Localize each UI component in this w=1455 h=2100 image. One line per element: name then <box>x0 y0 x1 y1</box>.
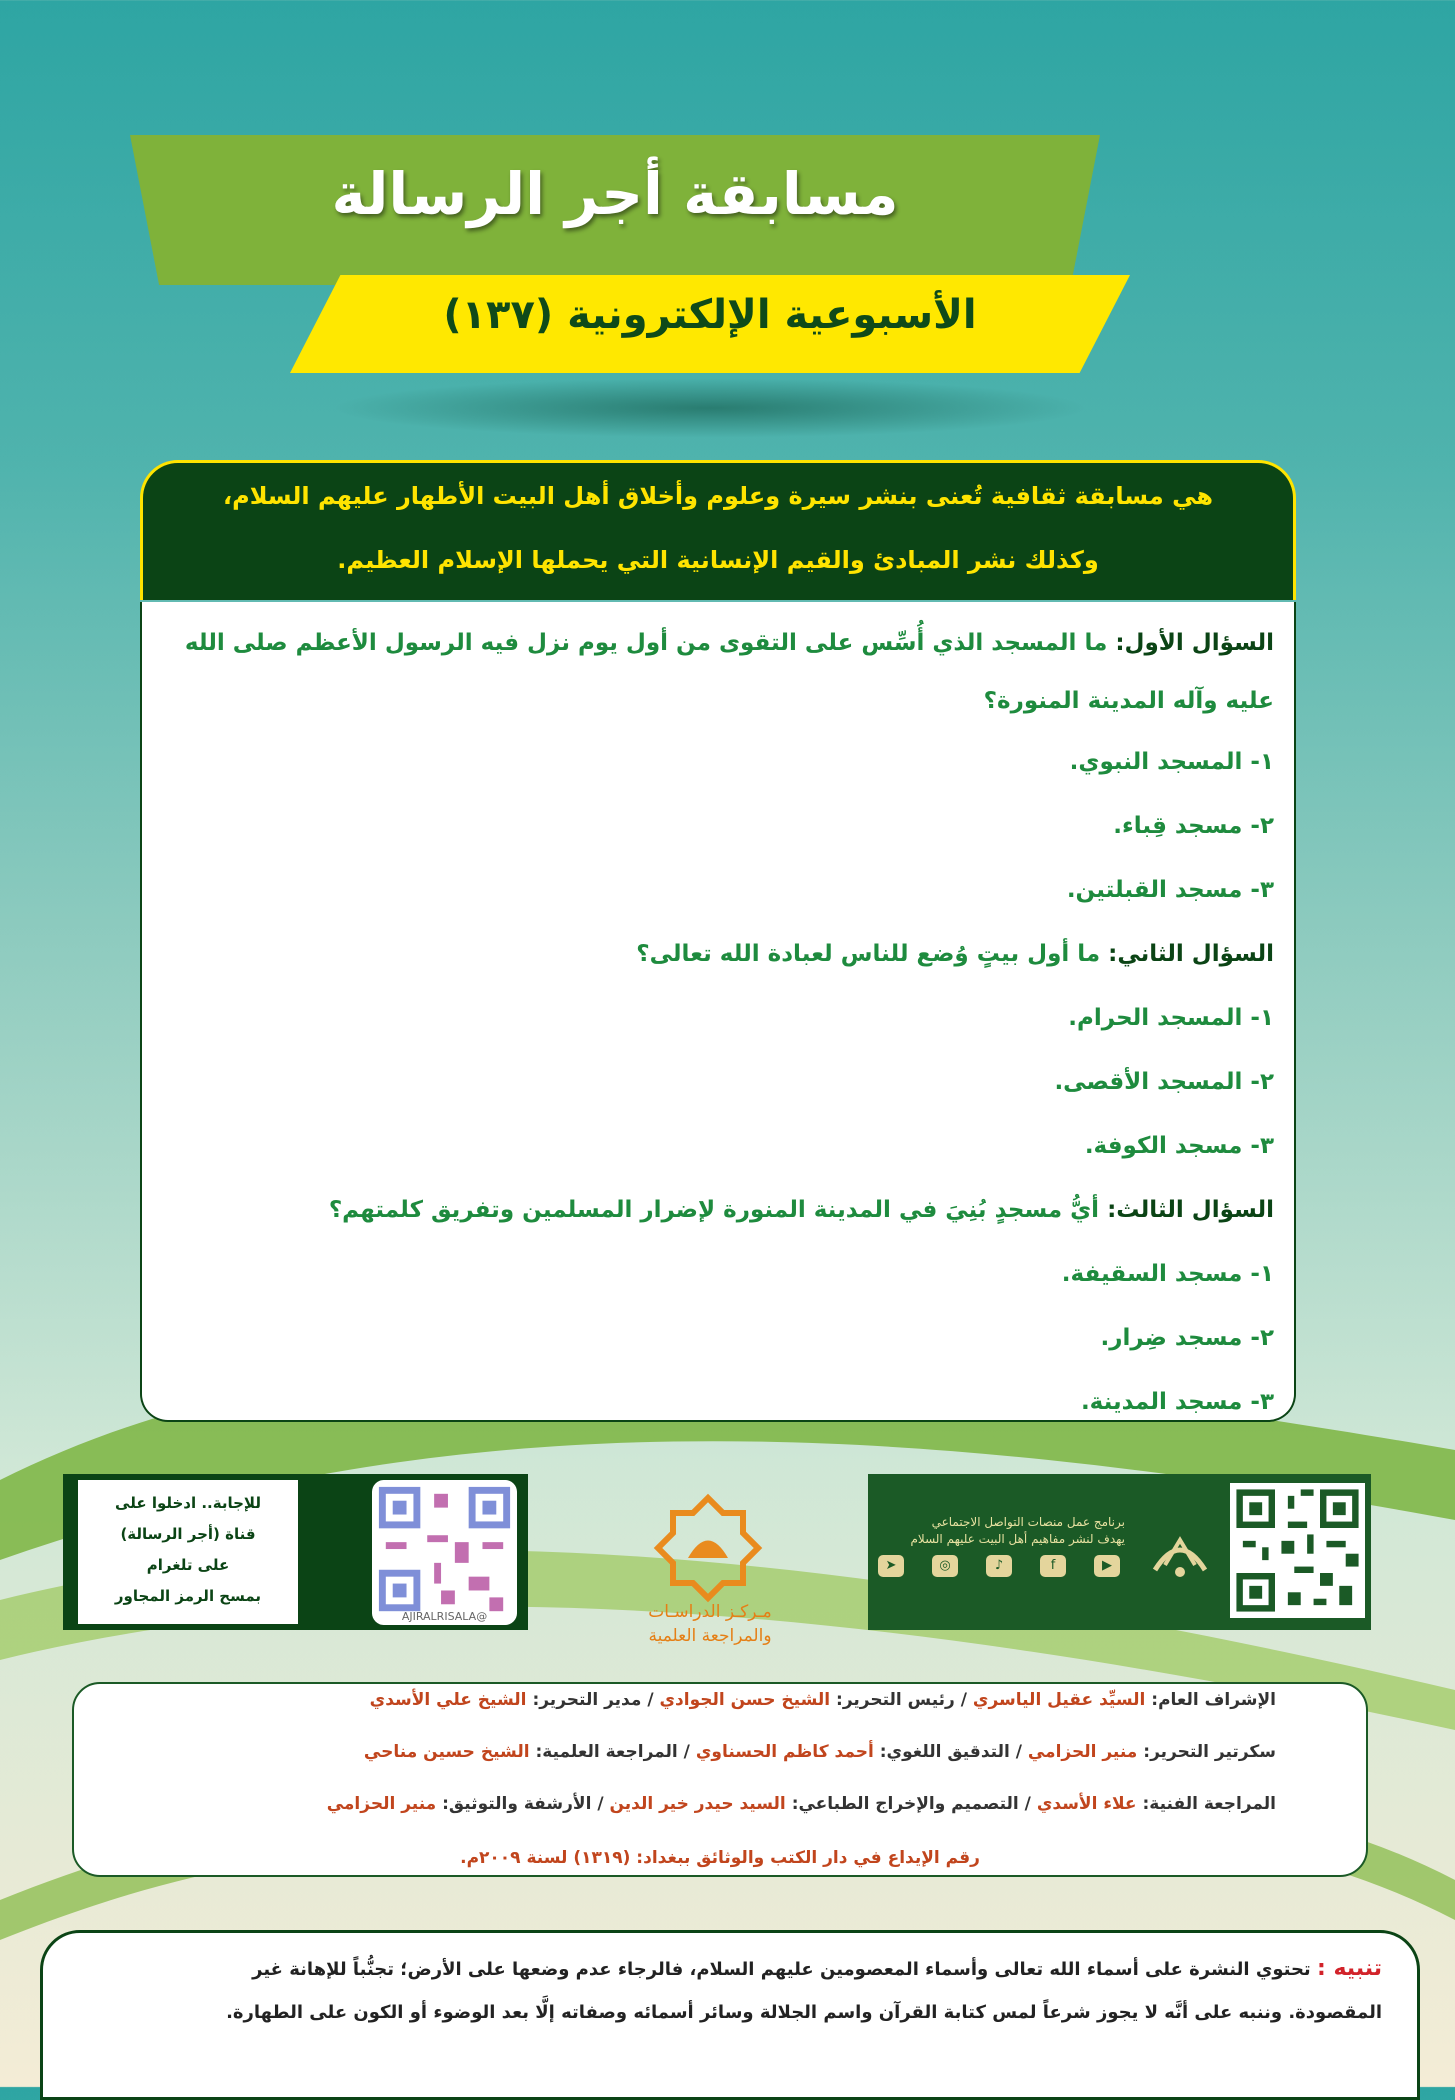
credit-key: الأرشفة والتوثيق: <box>442 1794 592 1814</box>
question-3 <box>162 1178 1274 1242</box>
telegram-icon[interactable]: ➤ <box>878 1555 904 1577</box>
warning-text-1: تحتوي النشرة على أسماء الله تعالى وأسماء المعصومين عليهم السلام، فالرجاء عدم وضعها على الأرض؛ تجنُّباً للإهانة غير <box>252 1959 1311 1980</box>
intro-line-2: وكذلك نشر المبادئ والقيم الإنسانية التي يحملها الإسلام العظيم. <box>337 546 1099 574</box>
question-2 <box>162 922 1274 986</box>
credit-value: الشيخ حسن الجوادي <box>659 1690 831 1710</box>
warning-line-2: المقصودة. وننبه على أنَّه لا يجوز شرعاً لمس كتابة القرآن واسم الجلالة وسائر أسمائه وصفاته إلَّا بعد الوضوء أو الكون على الطهارة. <box>226 2002 1382 2023</box>
studies-center-logo-icon <box>643 1493 773 1603</box>
credit-key: مدير التحرير: <box>532 1690 642 1710</box>
social-qr-code-icon[interactable] <box>1230 1483 1365 1618</box>
credits-row-1: الإشراف العام: السيِّد عقيل الياسري / رئيس التحرير: الشيخ حسن الجوادي / مدير التحرير: الشيخ علي الأسدي <box>369 1690 1276 1710</box>
credit-key: سكرتير التحرير: <box>1143 1742 1276 1762</box>
page-subtitle: الأسبوعية الإلكترونية (١٣٧) <box>443 292 977 338</box>
page-title: مسابقة أجر الرسالة <box>331 160 899 228</box>
studies-center-name <box>610 1600 810 1648</box>
tiktok-icon[interactable]: ♪ <box>986 1555 1012 1577</box>
telegram-qr-code-icon[interactable] <box>372 1480 517 1625</box>
social-program-subtitle: يهدف لنشر مفاهيم أهل البيت عليهم السلام <box>910 1532 1125 1546</box>
question-2-option-1: ١- المسجد الحرام. <box>1068 1005 1274 1031</box>
question-1-option-1: ١- المسجد النبوي. <box>1069 749 1274 775</box>
credits-row-2: سكرتير التحرير: منير الحزامي / التدقيق اللغوي: أحمد كاظم الحسناوي / المراجعة العلمية: الشيخ حسين مناحي <box>363 1742 1276 1762</box>
credit-value: علاء الأسدي <box>1036 1794 1137 1814</box>
credit-key: التصميم والإخراج الطباعي: <box>791 1794 1019 1814</box>
question-1-label: السؤال الأول: <box>1115 630 1274 656</box>
credit-value: الشيخ علي الأسدي <box>369 1690 527 1710</box>
question-1 <box>162 614 1274 730</box>
telegram-line-1: للإجابة.. ادخلوا على <box>115 1494 261 1512</box>
intro-box <box>140 460 1296 600</box>
studies-center-name-line-2: والمراجعة العلمية <box>648 1626 772 1646</box>
question-3-option-3: ٣- مسجد المدينة. <box>1080 1389 1274 1415</box>
question-1-text: ما المسجد الذي أُسِّس على التقوى من أول يوم نزل فيه الرسول الأعظم صلى الله عليه وآله المدينة المنورة؟ <box>184 630 1274 714</box>
question-2-label: السؤال الثاني: <box>1108 941 1274 967</box>
telegram-handle: @AJIRALRISALA <box>401 1610 488 1623</box>
facebook-icon[interactable]: f <box>1040 1555 1066 1577</box>
credit-value: السيِّد عقيل الياسري <box>972 1690 1146 1710</box>
credit-key: المراجعة الفنية: <box>1142 1794 1276 1814</box>
question-1-option-3: ٣- مسجد القبلتين. <box>1066 877 1274 903</box>
telegram-instructions <box>78 1480 298 1624</box>
youtube-icon[interactable]: ▶ <box>1094 1555 1120 1577</box>
question-1-option-2: ٢- مسجد قِباء. <box>1113 813 1274 839</box>
credit-key: المراجعة العلمية: <box>535 1742 678 1762</box>
question-3-option-2: ٢- مسجد ضِرار. <box>1100 1325 1274 1351</box>
credit-key: التدقيق اللغوي: <box>879 1742 1010 1762</box>
credits-row-3: المراجعة الفنية: علاء الأسدي / التصميم والإخراج الطباعي: السيد حيدر خير الدين / الأرشفة والتوثيق: منير الحزامي <box>326 1794 1276 1814</box>
question-3-option-1: ١- مسجد السقيفة. <box>1061 1261 1274 1287</box>
question-2-text: ما أول بيتٍ وُضع للناس لعبادة الله تعالى؟ <box>636 941 1101 967</box>
credit-key: الإشراف العام: <box>1151 1690 1276 1710</box>
question-2-option-2: ٢- المسجد الأقصى. <box>1054 1069 1274 1095</box>
telegram-line-3: على تلغرام <box>146 1556 230 1574</box>
instagram-icon[interactable]: ◎ <box>932 1555 958 1577</box>
question-2-option-3: ٣- مسجد الكوفة. <box>1084 1133 1274 1159</box>
studies-center-name-line-1: مـركـز الدراسـات <box>648 1602 772 1622</box>
banner-shadow <box>330 378 1090 438</box>
warning-line-1 <box>120 1956 1382 1981</box>
telegram-line-4: بمسح الرمز المجاور <box>114 1587 262 1605</box>
intro-line-1: هي مسابقة ثقافية تُعنى بنشر سيرة وعلوم وأخلاق أهل البيت الأطهار عليهم السلام، <box>223 482 1213 510</box>
program-logo-icon <box>1145 1520 1215 1590</box>
credit-value: السيد حيدر خير الدين <box>609 1794 786 1814</box>
credit-value: منير الحزامي <box>326 1794 437 1814</box>
question-3-text: أيُّ مسجدٍ بُنِيَ في المدينة المنورة لإضرار المسلمين وتفريق كلمتهم؟ <box>328 1197 1100 1223</box>
questions-box <box>140 602 1296 1422</box>
warning-label: تنبيه : <box>1316 1956 1382 1981</box>
deposit-number: رقم الإيداع في دار الكتب والوثائق ببغداد: (١٣١٩) لسنة ٢٠٠٩م. <box>460 1848 980 1868</box>
credit-value: منير الحزامي <box>1027 1742 1138 1762</box>
telegram-line-2: قناة (أجر الرسالة) <box>120 1525 256 1543</box>
credit-value: الشيخ حسين مناحي <box>363 1742 530 1762</box>
credit-key: رئيس التحرير: <box>836 1690 955 1710</box>
credit-value: أحمد كاظم الحسناوي <box>695 1742 874 1762</box>
social-program-title: برنامج عمل منصات التواصل الاجتماعي <box>931 1515 1125 1529</box>
question-3-label: السؤال الثالث: <box>1107 1197 1274 1223</box>
